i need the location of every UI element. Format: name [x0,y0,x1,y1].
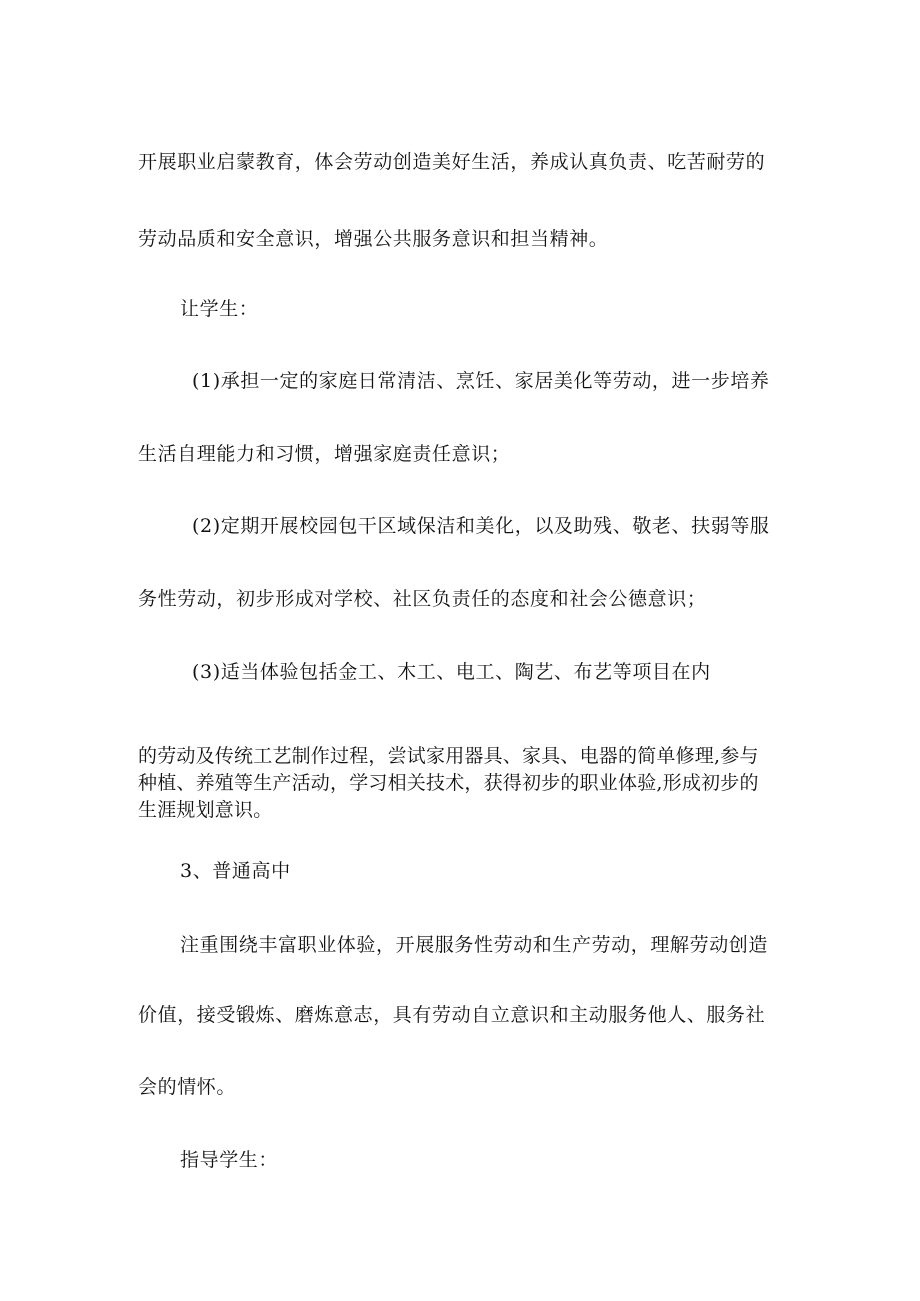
paragraph-line: 种植、养殖等生产活动，学习相关技术，获得初步的职业体验,形成初步的 [138,772,759,794]
list-item-1: (1)承担一定的家庭日常清洁、烹饪、家居美化等劳动，进一步培养 [192,370,770,392]
list-item-3: (3)适当体验包括金工、木工、电工、陶艺、布艺等项目在内 [192,661,711,683]
paragraph-line: 生涯规划意识。 [138,799,273,821]
paragraph-line: 会的情怀。 [138,1076,237,1098]
paragraph-line: 价值，接受锻炼、磨炼意志，具有劳动自立意识和主动服务他人、服务社 [138,1004,766,1026]
paragraph-line: 指导学生： [180,1149,279,1171]
paragraph-line: 注重围绕丰富职业体验，开展服务性劳动和生产劳动，理解劳动创造 [180,934,769,956]
list-item-2: (2)定期开展校园包干区域保洁和美化，以及助残、敬老、扶弱等服 [192,515,770,537]
paragraph-line: 让学生： [180,298,259,320]
paragraph-line: 生活自理能力和习惯，增强家庭责任意识； [138,443,511,465]
paragraph-line: 开展职业启蒙教育，体会劳动创造美好生活，养成认真负责、吃苦耐劳的 [138,151,766,173]
paragraph-line: 劳动品质和安全意识，增强公共服务意识和担当精神。 [138,228,609,250]
paragraph-line: 的劳动及传统工艺制作过程，尝试家用器具、家具、电器的简单修理,参与 [138,745,759,767]
section-heading: 3、普通高中 [180,860,291,882]
paragraph-line: 务性劳动，初步形成对学校、社区负责任的态度和社会公德意识； [138,588,707,610]
